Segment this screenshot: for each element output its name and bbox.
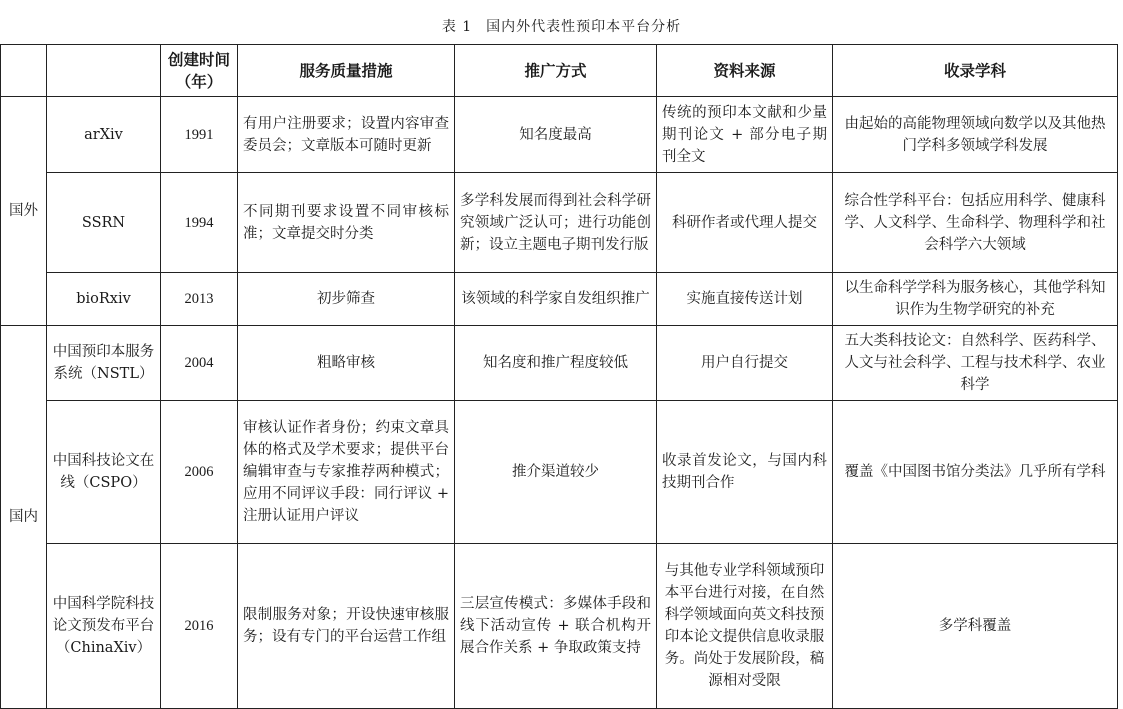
header-source: 资料来源 [657, 45, 833, 97]
header-subjects: 收录学科 [833, 45, 1118, 97]
created-year: 2006 [161, 401, 238, 544]
data-source: 传统的预印本文献和少量期刊论文 + 部分电子期刊全文 [657, 97, 833, 173]
created-year: 1991 [161, 97, 238, 173]
table-title: 国内外代表性预印本平台分析 [486, 19, 682, 35]
table-row [1, 401, 1118, 544]
data-source: 用户自行提交 [657, 326, 833, 401]
created-year: 1994 [161, 173, 238, 273]
promotion-method: 知名度最高 [455, 97, 657, 173]
table-row [1, 97, 1118, 173]
group-label-domestic: 国内 [1, 326, 47, 709]
data-source: 实施直接传送计划 [657, 273, 833, 326]
created-year: 2004 [161, 326, 238, 401]
subject-coverage: 以生命科学学科为服务核心，其他学科知识作为生物学研究的补充 [833, 273, 1118, 326]
platform-name: 中国科学院科技论文预发布平台（ChinaXiv） [47, 544, 161, 709]
platform-name: bioRxiv [47, 273, 161, 326]
data-source: 收录首发论文，与国内科技期刊合作 [657, 401, 833, 544]
subject-coverage: 覆盖《中国图书馆分类法》几乎所有学科 [833, 401, 1118, 544]
header-platform [47, 45, 161, 97]
subject-coverage: 综合性学科平台：包括应用科学、健康科学、人文科学、生命科学、物理科学和社会科学六大领域 [833, 173, 1118, 273]
header-region [1, 45, 47, 97]
quality-measures: 粗略审核 [238, 326, 455, 401]
header-promotion: 推广方式 [455, 45, 657, 97]
quality-measures: 不同期刊要求设置不同审核标准；文章提交时分类 [238, 173, 455, 273]
table-number: 表 1 [441, 19, 473, 35]
platform-name: 中国预印本服务系统（NSTL） [47, 326, 161, 401]
data-source: 与其他专业学科领域预印本平台进行对接，在自然科学领域面向英文科技预印本论文提供信息收录服务。尚处于发展阶段，稿源相对受限 [657, 544, 833, 709]
subject-coverage: 由起始的高能物理领域向数学以及其他热门学科多领域学科发展 [833, 97, 1118, 173]
table-row [1, 326, 1118, 401]
table-row [1, 273, 1118, 326]
header-created: 创建时间（年） [161, 45, 238, 97]
platform-name: 中国科技论文在线（CSPO） [47, 401, 161, 544]
subject-coverage: 五大类科技论文：自然科学、医药科学、人文与社会科学、工程与技术科学、农业科学 [833, 326, 1118, 401]
platform-name: arXiv [47, 97, 161, 173]
table-row [1, 544, 1118, 709]
platform-name: SSRN [47, 173, 161, 273]
subject-coverage: 多学科覆盖 [833, 544, 1118, 709]
group-label-foreign: 国外 [1, 97, 47, 326]
quality-measures: 限制服务对象；开设快速审核服务；设有专门的平台运营工作组 [238, 544, 455, 709]
quality-measures: 有用户注册要求；设置内容审查委员会；文章版本可随时更新 [238, 97, 455, 173]
promotion-method: 推介渠道较少 [455, 401, 657, 544]
preprint-platform-table [0, 44, 1118, 709]
created-year: 2016 [161, 544, 238, 709]
promotion-method: 三层宣传模式：多媒体手段和线下活动宣传 + 联合机构开展合作关系 + 争取政策支持 [455, 544, 657, 709]
quality-measures: 初步筛查 [238, 273, 455, 326]
table-caption [0, 17, 1123, 37]
promotion-method: 多学科发展而得到社会科学研究领域广泛认可；进行功能创新；设立主题电子期刊发行版 [455, 173, 657, 273]
created-year: 2013 [161, 273, 238, 326]
table-row [1, 173, 1118, 273]
promotion-method: 知名度和推广程度较低 [455, 326, 657, 401]
quality-measures: 审核认证作者身份；约束文章具体的格式及学术要求；提供平台编辑审查与专家推荐两种模式；应用不同评议手段：同行评议 + 注册认证用户评议 [238, 401, 455, 544]
header-quality: 服务质量措施 [238, 45, 455, 97]
data-source: 科研作者或代理人提交 [657, 173, 833, 273]
header-row [1, 45, 1118, 97]
promotion-method: 该领域的科学家自发组织推广 [455, 273, 657, 326]
